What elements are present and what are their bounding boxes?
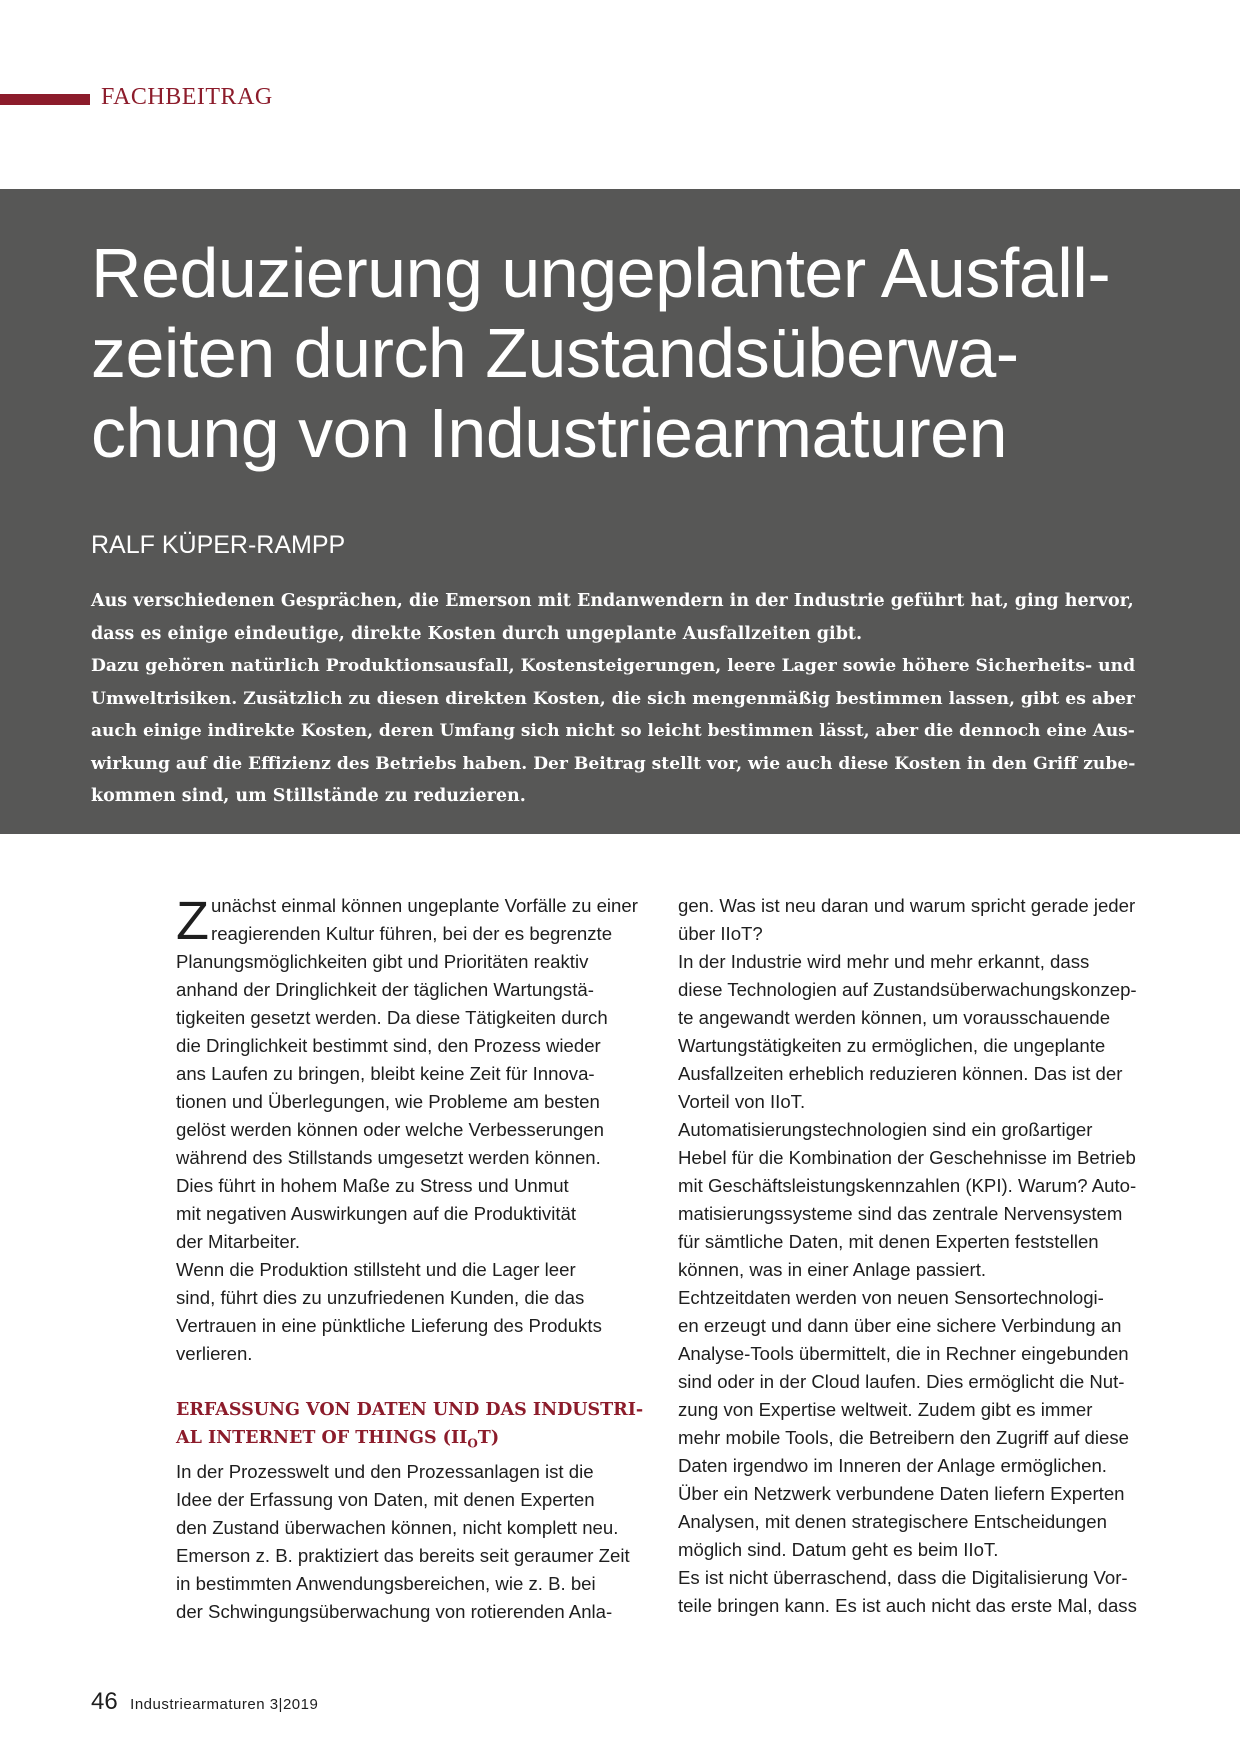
text-line: en erzeugt und dann über eine sichere Verbindung an (678, 1315, 1122, 1336)
text-line: Es ist nicht überraschend, dass die Digitalisierung Vor- (678, 1567, 1128, 1588)
text-line: Dies führt in hohem Maße zu Stress und Unmut (176, 1175, 569, 1196)
paragraph (176, 1458, 656, 1626)
text-line: Vorteil von IIoT. (678, 1091, 806, 1112)
text-line: reagierenden Kultur führen, bei der es begrenzte (211, 923, 613, 944)
text-line: Idee der Erfassung von Daten, mit denen Experten (176, 1488, 595, 1510)
page-footer (91, 1688, 318, 1716)
lead-line: Aus verschiedenen Gesprächen, die Emerson mit Endanwendern in der Industrie geführt hat, ging hervor, (91, 591, 1134, 611)
text-line: gen. Was ist neu daran und warum spricht gerade jeder (678, 895, 1136, 916)
heading-text: AL INTERNET OF THINGS (II (176, 1428, 468, 1448)
text-line: mit Geschäftsleistungskennzahlen (KPI). Warum? Auto- (678, 1175, 1137, 1196)
text-line: in bestimmten Anwendungsbereichen, wie z. B. bei (176, 1572, 596, 1594)
text-line: der Mitarbeiter. (176, 1231, 301, 1252)
section-heading (176, 1396, 656, 1458)
title-line: zeiten durch Zustandsüberwa- (91, 314, 1019, 392)
text-line: Ausfallzeiten erheblich reduzieren können. Das ist der (678, 1063, 1123, 1084)
text-line: tigkeiten gesetzt werden. Da diese Tätigkeiten durch (176, 1007, 608, 1028)
lead-line: kommen sind, um Stillstände zu reduzieren. (91, 786, 526, 806)
text-line: Wenn die Produktion stillsteht und die Lager leer (176, 1259, 576, 1280)
article-header (0, 189, 1240, 834)
heading-subscript: O (467, 1436, 478, 1451)
text-line: für sämtliche Daten, mit denen Experten feststellen (678, 1231, 1099, 1252)
text-line: Über ein Netzwerk verbundene Daten liefern Experten (678, 1483, 1125, 1504)
text-line: In der Prozesswelt und den Prozessanlagen ist die (176, 1460, 594, 1482)
drop-cap: Z (176, 891, 209, 951)
text-line: sind, führt dies zu unzufriedenen Kunden, die das (176, 1287, 585, 1308)
paragraph (176, 892, 656, 1256)
text-line: über IIoT? (678, 923, 763, 944)
text-line: Wartungstätigkeiten zu ermöglichen, die ungeplante (678, 1035, 1106, 1056)
heading-line (176, 1424, 656, 1458)
text-line: die Dringlichkeit bestimmt sind, den Prozess wieder (176, 1035, 601, 1056)
lead-line: Dazu gehören natürlich Produktionsausfall, Kostensteigerungen, leere Lager sowie höhere Sicherheits- und (91, 656, 1136, 676)
text-line: In der Industrie wird mehr und mehr erkannt, dass (678, 951, 1090, 972)
text-line: während des Stillstands umgesetzt werden können. (176, 1147, 601, 1168)
page-number: 46 (91, 1688, 118, 1715)
body-column-left (176, 892, 656, 1626)
text-line: Planungsmöglichkeiten gibt und Prioritäten reaktiv (176, 951, 589, 972)
text-line: sind oder in der Cloud laufen. Dies ermöglicht die Nut- (678, 1371, 1125, 1392)
article-lead (91, 585, 1141, 813)
text-line: ans Laufen zu bringen, bleibt keine Zeit für Innova- (176, 1063, 595, 1084)
text-line: der Schwingungsüberwachung von rotierenden Anla- (176, 1600, 613, 1622)
lead-line: dass es einige eindeutige, direkte Kosten durch ungeplante Ausfallzeiten gibt. (91, 623, 863, 644)
text-line: mit negativen Auswirkungen auf die Produktivität (176, 1203, 576, 1224)
text-line: möglich sind. Datum geht es beim IIoT. (678, 1539, 999, 1560)
text-line: den Zustand überwachen können, nicht komplett neu. (176, 1516, 619, 1538)
title-line: chung von Industriearmaturen (91, 394, 1007, 472)
text-line: teile bringen kann. Es ist auch nicht das erste Mal, dass (678, 1595, 1137, 1616)
title-line: Reduzierung ungeplanter Ausfall- (91, 234, 1111, 312)
text-line: verlieren. (176, 1343, 253, 1364)
article-author: RALF KÜPER-RAMPP (91, 531, 346, 559)
paragraph-spacer (176, 1368, 656, 1396)
text-line: Analyse-Tools übermittelt, die in Rechner eingebunden (678, 1343, 1129, 1364)
text-line: gelöst werden können oder welche Verbesserungen (176, 1119, 604, 1140)
lead-line: auch einige indirekte Kosten, deren Umfang sich nicht so leicht bestimmen lässt, aber die dennoch eine Aus- (91, 721, 1135, 741)
heading-line: ERFASSUNG VON DATEN UND DAS INDUSTRI- (176, 1400, 644, 1420)
text-line: mehr mobile Tools, die Betreibern den Zugriff auf diese (678, 1427, 1129, 1448)
text-line: unächst einmal können ungeplante Vorfälle zu einer (211, 895, 638, 916)
text-line: zung von Expertise weltweit. Zudem gibt es immer (678, 1399, 1093, 1420)
text-line: Daten irgendwo im Inneren der Anlage ermöglichen. (678, 1455, 1107, 1476)
text-line: Vertrauen in eine pünktliche Lieferung des Produkts (176, 1315, 602, 1336)
text-line: Echtzeitdaten werden von neuen Sensortechnologi- (678, 1287, 1104, 1308)
lead-line: wirkung auf die Effizienz des Betriebs haben. Der Beitrag stellt vor, wie auch diese Kosten in den Griff zube- (91, 753, 1136, 774)
lead-line: Umweltrisiken. Zusätzlich zu diesen direkten Kosten, die sich mengenmäßig bestimmen lassen, gibt es aber (91, 688, 1135, 709)
text-line: können, was in einer Anlage passiert. (678, 1259, 987, 1280)
text-line: matisierungssysteme sind das zentrale Nervensystem (678, 1203, 1123, 1224)
article-title (91, 233, 1211, 473)
journal-name: Industriearmaturen 3|2019 (130, 1696, 319, 1713)
paragraph (176, 1256, 656, 1368)
section-label: FACHBEITRAG (101, 84, 273, 110)
text-line: Automatisierungstechnologien sind ein großartiger (678, 1119, 1093, 1140)
text-line: tionen und Überlegungen, wie Probleme am besten (176, 1091, 600, 1112)
body-column-right (678, 892, 1158, 1620)
text-line: Hebel für die Kombination der Geschehnisse im Betrieb (678, 1147, 1136, 1168)
section-accent-bar (0, 94, 90, 105)
text-line: Emerson z. B. praktiziert das bereits seit geraumer Zeit (176, 1544, 630, 1566)
text-line: diese Technologien auf Zustandsüberwachungskonzep- (678, 979, 1137, 1000)
text-line: Analysen, mit denen strategischere Entscheidungen (678, 1511, 1107, 1532)
heading-text: T) (477, 1428, 500, 1448)
text-line: te angewandt werden können, um vorausschauende (678, 1007, 1111, 1028)
text-line: anhand der Dringlichkeit der täglichen Wartungstä- (176, 979, 594, 1000)
